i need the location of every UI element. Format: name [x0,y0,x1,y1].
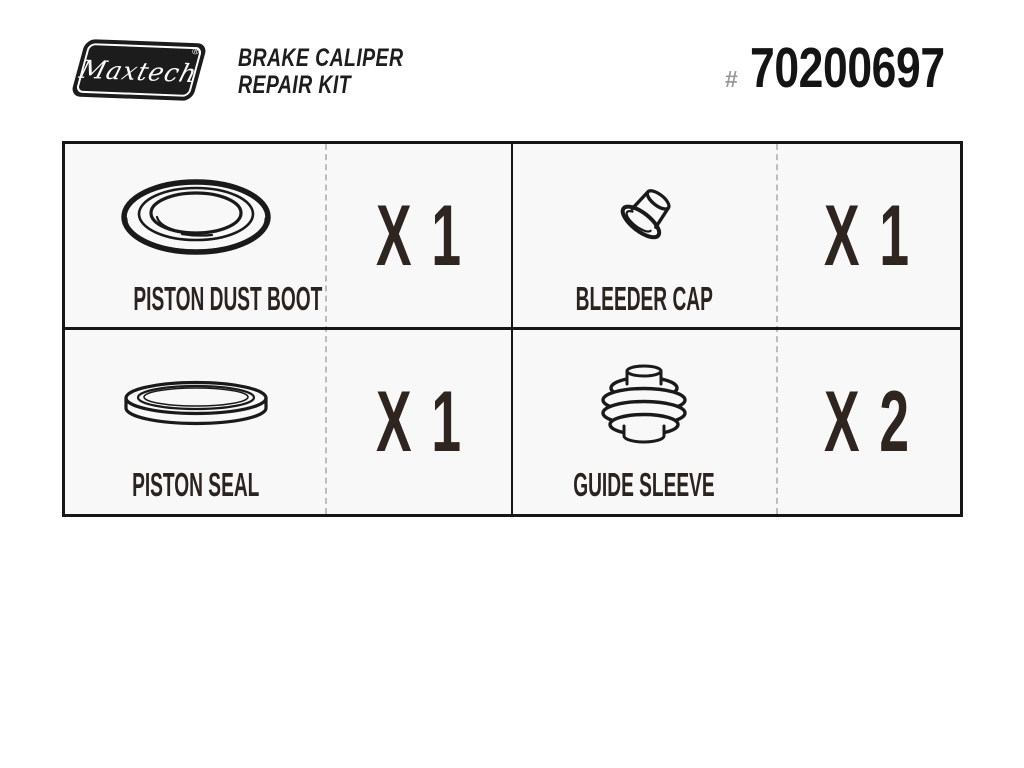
part-number-block [725,36,999,100]
product-title-line2: REPAIR KIT [238,71,351,99]
kit-contents-grid [62,141,963,517]
part-label: PISTON SEAL [132,466,260,503]
kit-contents-grid-inner [65,144,960,514]
part-quantity: X 1 [824,187,909,284]
piston-seal-icon [65,330,327,477]
part-quantity: X 2 [824,373,909,470]
product-title [238,45,403,99]
part-quantity: X 1 [376,373,461,470]
piston-dust-boot-icon [65,144,327,291]
brand-logo [70,39,208,101]
logo-inner-outline [75,43,202,97]
part-cell-piston-dust-boot [65,144,510,327]
guide-sleeve-icon [513,330,775,477]
part-cell-bleeder-cap [513,144,958,327]
registered-trademark-icon: ® [190,46,201,58]
product-title-line1: BRAKE CALIPER [238,44,404,72]
part-number-hash-icon: # [725,66,738,92]
part-label: PISTON DUST BOOT [133,280,323,317]
part-quantity: X 1 [376,187,461,284]
part-label: BLEEDER CAP [575,280,713,317]
part-cell-piston-seal [65,330,510,513]
brand-name: Maxtech [76,54,201,88]
part-label: GUIDE SLEEVE [573,466,715,503]
bleeder-cap-icon [513,144,775,291]
part-cell-guide-sleeve [513,330,958,513]
part-number: 70200697 [749,36,945,100]
